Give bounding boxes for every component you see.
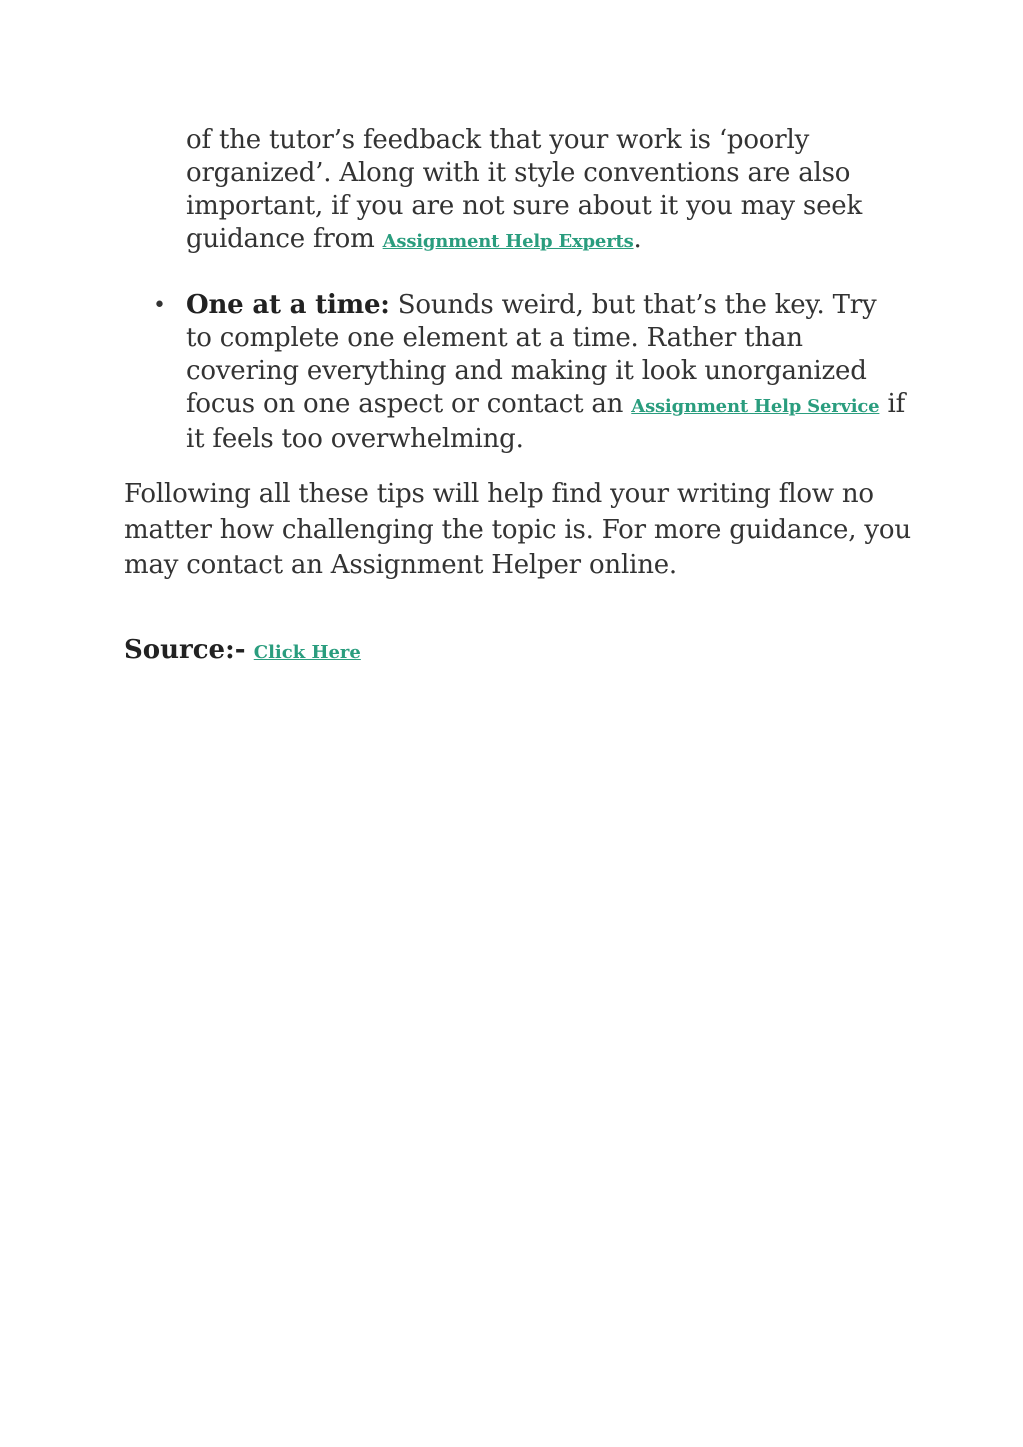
list-item-one-at-a-time — [153, 289, 906, 456]
closing-paragraph: Following all these tips will help find your writing flow no matter how challenging the topic is. For more guidance, you may contact an Assignment Helper online. — [124, 479, 911, 580]
bullet-icon: • — [153, 293, 166, 318]
source-label: Source:- — [124, 635, 246, 665]
assignment-help-experts-link[interactable]: Assignment Help Experts — [382, 231, 634, 252]
continuation-text: of the tutor’s feedback that your work is ‘poorly organized’. Along with it style conventions are also important, if you are not sure about it you may seek guidance from — [186, 125, 862, 254]
list-item-lead: One at a time: — [186, 290, 390, 320]
continuation-period: . — [633, 224, 642, 254]
list-item-text-end: if it feels too overwhelming. — [186, 389, 906, 454]
list-item-continuation — [186, 124, 906, 258]
click-here-link[interactable]: Click Here — [253, 642, 361, 663]
source-line — [124, 633, 361, 670]
list-item-text: Sounds weird, but that’s the key. Try to complete one element at a time. Rather than covering everything and making it look unorganized focus on one aspect or contact an — [186, 290, 877, 419]
assignment-help-service-link[interactable]: Assignment Help Service — [631, 396, 880, 417]
